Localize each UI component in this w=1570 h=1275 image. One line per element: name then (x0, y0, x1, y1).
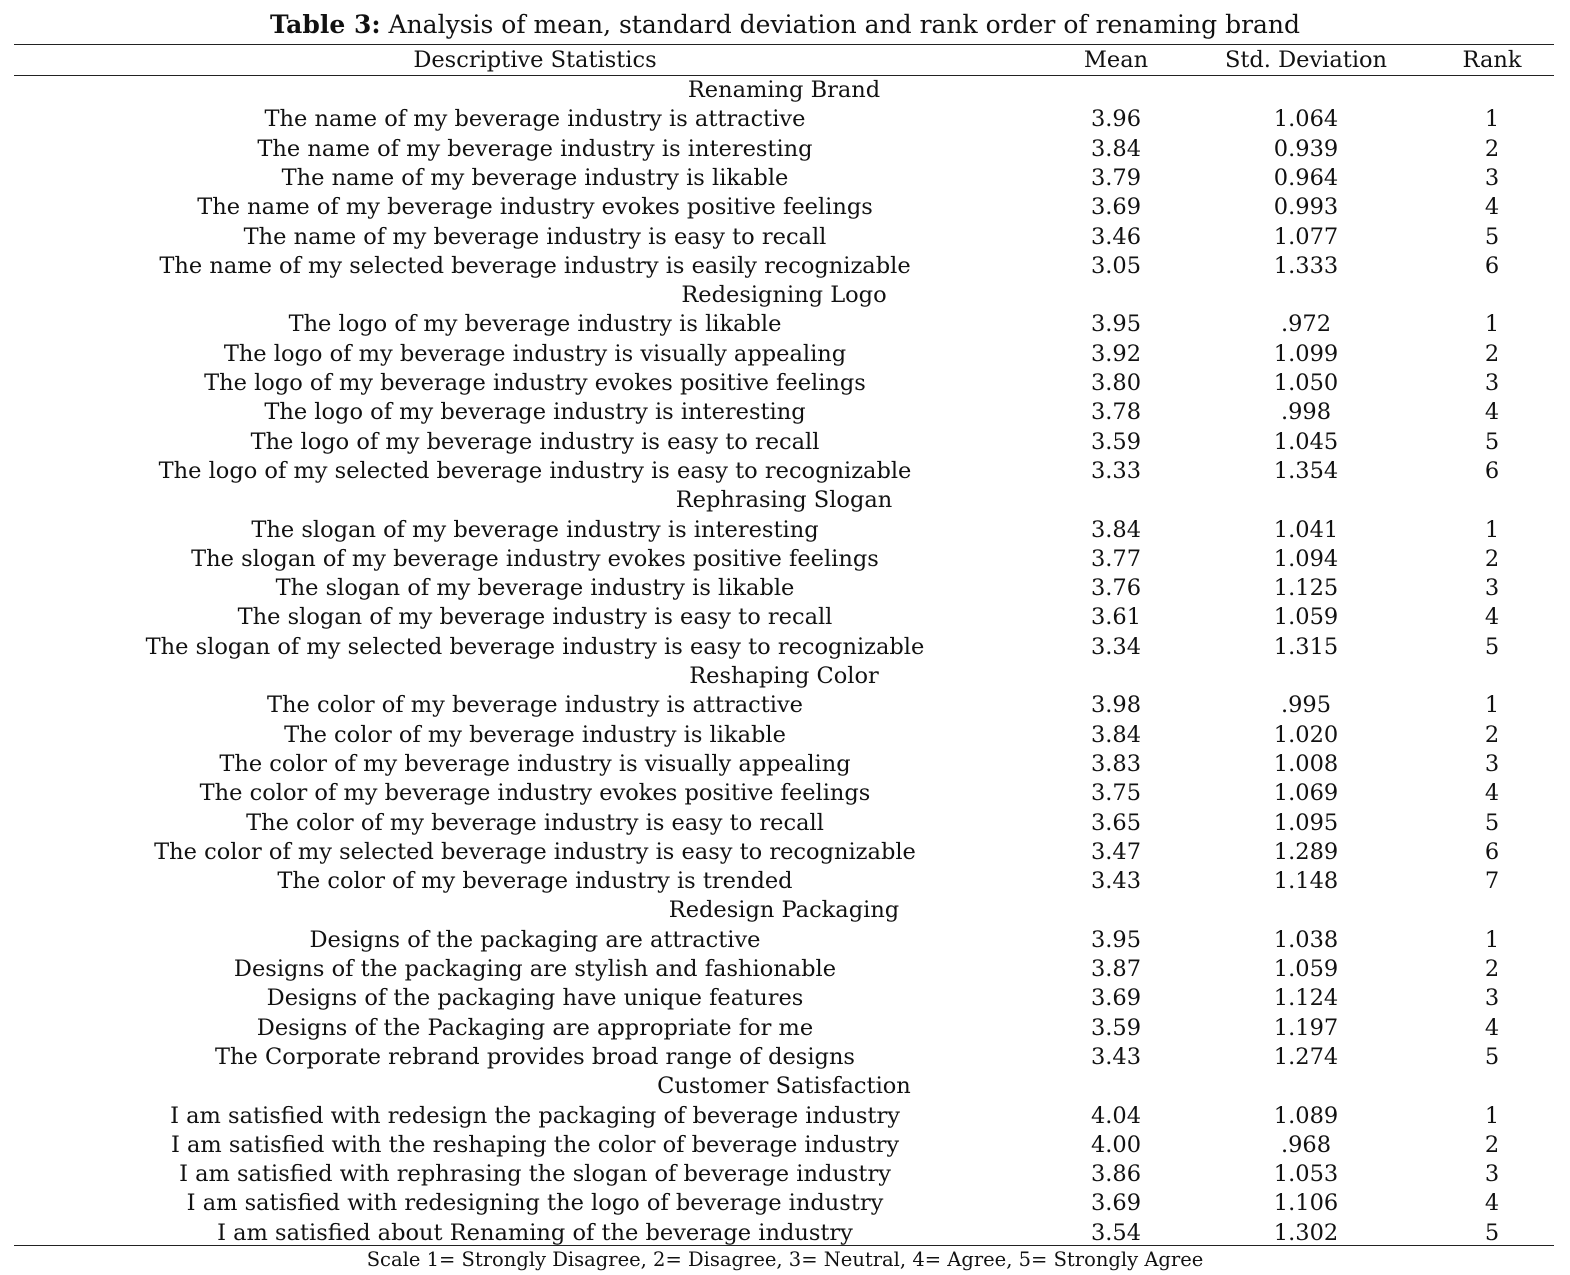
row-std-deviation: 1.041 (1273, 516, 1339, 543)
table-row (14, 545, 1554, 574)
table-caption-text: Analysis of mean, standard deviation and rank order of renaming brand (380, 10, 1301, 39)
table-row (14, 721, 1554, 750)
row-mean: 3.77 (1090, 545, 1142, 572)
row-statement: Designs of the packaging are stylish and fashionable (233, 956, 837, 982)
row-statement: The color of my beverage industry is easy to recall (246, 809, 824, 836)
row-mean: 3.92 (1090, 340, 1142, 367)
row-std-deviation: .998 (1280, 399, 1332, 426)
row-rank: 3 (1484, 985, 1500, 1012)
section-title: Redesigning Logo (681, 282, 887, 309)
row-std-deviation: 1.274 (1273, 1043, 1339, 1070)
table-row (14, 428, 1554, 457)
row-rank: 3 (1484, 575, 1500, 602)
row-std-deviation: 1.315 (1273, 633, 1339, 660)
row-std-deviation: 1.099 (1273, 340, 1339, 367)
table-row (14, 779, 1554, 808)
table-caption-label: Table 3: (269, 10, 381, 39)
table-row (14, 135, 1554, 164)
row-mean: 3.98 (1090, 692, 1142, 719)
row-rank: 2 (1484, 135, 1500, 162)
row-mean: 3.79 (1090, 164, 1142, 191)
row-std-deviation: 0.939 (1273, 135, 1339, 162)
table-row (14, 369, 1554, 398)
row-rank: 5 (1484, 809, 1500, 836)
table-row (14, 516, 1554, 545)
header-mean: Mean (1083, 47, 1149, 73)
row-std-deviation: 0.964 (1273, 164, 1339, 191)
row-rank: 4 (1484, 1014, 1500, 1041)
row-mean: 3.47 (1090, 838, 1142, 865)
row-std-deviation: 0.993 (1273, 194, 1339, 221)
section-header (14, 76, 1554, 105)
row-statement: Designs of the packaging are attractive (309, 926, 761, 953)
row-mean: 3.33 (1090, 457, 1142, 484)
row-rank: 1 (1484, 516, 1500, 543)
table-row (14, 1160, 1554, 1189)
row-std-deviation: 1.059 (1273, 604, 1339, 631)
row-std-deviation: 1.050 (1273, 370, 1339, 396)
row-rank: 3 (1484, 1161, 1500, 1188)
table-row (14, 926, 1554, 955)
row-rank: 6 (1484, 838, 1500, 865)
row-rank: 5 (1484, 1043, 1500, 1070)
row-mean: 3.65 (1090, 809, 1142, 836)
row-statement: The name of my beverage industry is attractive (264, 106, 806, 133)
row-mean: 3.83 (1090, 750, 1142, 777)
table-row (14, 1189, 1554, 1218)
section-title: Reshaping Color (689, 663, 879, 689)
row-rank: 2 (1484, 545, 1500, 572)
row-rank: 2 (1484, 1131, 1500, 1158)
section-header (14, 281, 1554, 310)
row-std-deviation: 1.197 (1273, 1014, 1339, 1041)
row-statement: I am satisfied with the reshaping the color of beverage industry (170, 1131, 900, 1158)
row-statement: Designs of the packaging have unique features (266, 985, 804, 1012)
row-std-deviation: 1.095 (1273, 809, 1339, 836)
row-std-deviation: 1.302 (1273, 1219, 1339, 1246)
table-row (14, 193, 1554, 222)
row-rank: 5 (1484, 633, 1500, 660)
row-statement: The name of my beverage industry is likable (281, 164, 789, 191)
row-rank: 2 (1484, 340, 1500, 367)
row-statement: The color of my beverage industry is likable (284, 721, 786, 748)
row-rank: 1 (1484, 692, 1500, 719)
row-statement: I am satisfied with redesign the packaging of beverage industry (170, 1102, 900, 1129)
row-statement: The color of my selected beverage industry is easy to recognizable (154, 838, 916, 865)
table-row (14, 603, 1554, 632)
table-row (14, 223, 1554, 252)
row-mean: 3.61 (1090, 604, 1142, 631)
row-mean: 3.69 (1090, 1190, 1142, 1217)
row-rank: 5 (1484, 428, 1500, 455)
table-row (14, 1043, 1554, 1072)
row-rank: 3 (1484, 750, 1500, 777)
row-std-deviation: 1.020 (1273, 721, 1339, 748)
row-rank: 5 (1484, 1219, 1500, 1246)
row-rank: 2 (1484, 956, 1500, 982)
row-mean: 3.59 (1090, 428, 1142, 455)
row-mean: 3.46 (1090, 223, 1142, 250)
row-std-deviation: 1.089 (1273, 1102, 1339, 1129)
row-mean: 3.75 (1090, 780, 1142, 807)
section-title: Customer Satisfaction (657, 1073, 911, 1100)
row-mean: 3.95 (1090, 926, 1142, 953)
row-mean: 3.43 (1090, 1043, 1142, 1070)
row-mean: 3.80 (1090, 370, 1142, 396)
table-row (14, 1219, 1554, 1248)
row-std-deviation: 1.045 (1273, 428, 1339, 455)
row-statement: The logo of my selected beverage industry is easy to recognizable (158, 457, 912, 484)
table-row (14, 164, 1554, 193)
section-title: Redesign Packaging (668, 897, 900, 924)
table-row (14, 750, 1554, 779)
row-statement: Designs of the Packaging are appropriate for me (256, 1014, 814, 1041)
table-row (14, 252, 1554, 281)
table-row (14, 340, 1554, 369)
row-std-deviation: 1.124 (1273, 985, 1339, 1012)
row-statement: The logo of my beverage industry is interesting (264, 399, 806, 426)
table-row (14, 1014, 1554, 1043)
row-std-deviation: .972 (1280, 311, 1332, 338)
table-row (14, 809, 1554, 838)
table-row (14, 984, 1554, 1013)
row-std-deviation: 1.064 (1273, 106, 1339, 133)
section-title: Renaming Brand (687, 77, 881, 103)
row-std-deviation: 1.148 (1273, 868, 1339, 895)
row-rank: 7 (1484, 868, 1500, 895)
row-rank: 2 (1484, 721, 1500, 748)
row-rank: 4 (1484, 399, 1500, 426)
row-statement: The name of my beverage industry is easy to recall (243, 223, 827, 250)
section-title: Rephrasing Slogan (675, 487, 893, 514)
row-statement: The Corporate rebrand provides broad range of designs (215, 1043, 855, 1070)
table-row (14, 691, 1554, 720)
row-mean: 3.76 (1090, 575, 1142, 602)
row-mean: 3.84 (1090, 721, 1142, 748)
table-row (14, 838, 1554, 867)
table-row (14, 633, 1554, 662)
row-mean: 3.86 (1090, 1161, 1142, 1188)
row-statement: The slogan of my beverage industry evokes positive feelings (191, 545, 879, 572)
row-std-deviation: 1.038 (1273, 926, 1339, 953)
row-statement: The logo of my beverage industry is visually appealing (223, 340, 847, 367)
section-header (14, 662, 1554, 691)
row-mean: 3.87 (1090, 956, 1142, 982)
table-row (14, 398, 1554, 427)
row-statement: The slogan of my beverage industry is interesting (251, 516, 819, 543)
table-row (14, 105, 1554, 134)
row-std-deviation: 1.125 (1273, 575, 1339, 602)
table-row (14, 457, 1554, 486)
row-statement: The logo of my beverage industry is easy to recall (250, 428, 820, 455)
table-header-row (14, 45, 1554, 75)
table-row (14, 867, 1554, 896)
row-std-deviation: .995 (1280, 692, 1332, 719)
row-std-deviation: 1.094 (1273, 545, 1339, 572)
row-statement: The logo of my beverage industry is likable (288, 311, 782, 338)
row-std-deviation: 1.059 (1273, 956, 1339, 982)
row-std-deviation: .968 (1280, 1131, 1332, 1158)
row-mean: 3.05 (1090, 252, 1142, 279)
row-mean: 3.84 (1090, 135, 1142, 162)
row-std-deviation: 1.069 (1273, 780, 1339, 807)
header-descriptive-statistics: Descriptive Statistics (413, 47, 657, 73)
section-header (14, 1072, 1554, 1101)
table-row (14, 310, 1554, 339)
row-rank: 1 (1484, 311, 1500, 338)
row-statement: The color of my beverage industry is visually appealing (219, 750, 851, 777)
table-footnote: Scale 1= Strongly Disagree, 2= Disagree, 3= Neutral, 4= Agree, 5= Strongly Agree (366, 1248, 1204, 1271)
row-mean: 3.69 (1090, 985, 1142, 1012)
table-caption (0, 8, 1570, 42)
row-statement: The slogan of my beverage industry is likable (275, 575, 795, 602)
row-statement: The color of my beverage industry is trended (277, 868, 793, 895)
row-std-deviation: 1.333 (1273, 252, 1339, 279)
section-header (14, 896, 1554, 925)
row-statement: I am satisfied about Renaming of the beverage industry (217, 1219, 853, 1246)
row-statement: The name of my beverage industry is interesting (257, 135, 813, 162)
row-mean: 4.00 (1090, 1131, 1142, 1158)
table-row (14, 1102, 1554, 1131)
row-rank: 4 (1484, 1190, 1500, 1217)
row-rank: 3 (1484, 164, 1500, 191)
row-rank: 1 (1484, 926, 1500, 953)
table-row (14, 574, 1554, 603)
row-mean: 3.95 (1090, 311, 1142, 338)
row-mean: 3.43 (1090, 868, 1142, 895)
row-rank: 4 (1484, 604, 1500, 631)
header-rank: Rank (1462, 47, 1522, 73)
row-statement: The slogan of my beverage industry is easy to recall (237, 604, 833, 631)
row-mean: 3.34 (1090, 633, 1142, 660)
table-row (14, 1131, 1554, 1160)
row-rank: 4 (1484, 194, 1500, 221)
row-std-deviation: 1.053 (1273, 1161, 1339, 1188)
row-mean: 4.04 (1090, 1102, 1142, 1129)
row-statement: The name of my selected beverage industry is easily recognizable (159, 252, 911, 279)
row-mean: 3.84 (1090, 516, 1142, 543)
row-std-deviation: 1.106 (1273, 1190, 1339, 1217)
row-statement: The color of my beverage industry evokes positive feelings (199, 780, 871, 807)
row-rank: 6 (1484, 252, 1500, 279)
row-statement: I am satisfied with redesigning the logo of beverage industry (186, 1190, 884, 1217)
row-statement: The slogan of my selected beverage industry is easy to recognizable (145, 633, 925, 660)
row-rank: 3 (1484, 370, 1500, 396)
row-rank: 1 (1484, 1102, 1500, 1129)
row-statement: The logo of my beverage industry evokes positive feelings (204, 370, 866, 396)
row-statement: I am satisfied with rephrasing the slogan of beverage industry (179, 1161, 891, 1188)
row-std-deviation: 1.289 (1273, 838, 1339, 865)
table-row (14, 955, 1554, 984)
row-rank: 1 (1484, 106, 1500, 133)
row-statement: The name of my beverage industry evokes positive feelings (197, 194, 873, 221)
row-std-deviation: 1.354 (1273, 457, 1339, 484)
row-mean: 3.69 (1090, 194, 1142, 221)
section-header (14, 486, 1554, 515)
row-std-deviation: 1.008 (1273, 750, 1339, 777)
row-mean: 3.54 (1090, 1219, 1142, 1246)
row-mean: 3.96 (1090, 106, 1142, 133)
row-rank: 5 (1484, 223, 1500, 250)
row-statement: The color of my beverage industry is attractive (267, 692, 803, 719)
row-mean: 3.78 (1090, 399, 1142, 426)
row-rank: 4 (1484, 780, 1500, 807)
header-std-deviation: Std. Deviation (1224, 47, 1388, 73)
row-rank: 6 (1484, 457, 1500, 484)
row-std-deviation: 1.077 (1273, 223, 1339, 250)
row-mean: 3.59 (1090, 1014, 1142, 1041)
